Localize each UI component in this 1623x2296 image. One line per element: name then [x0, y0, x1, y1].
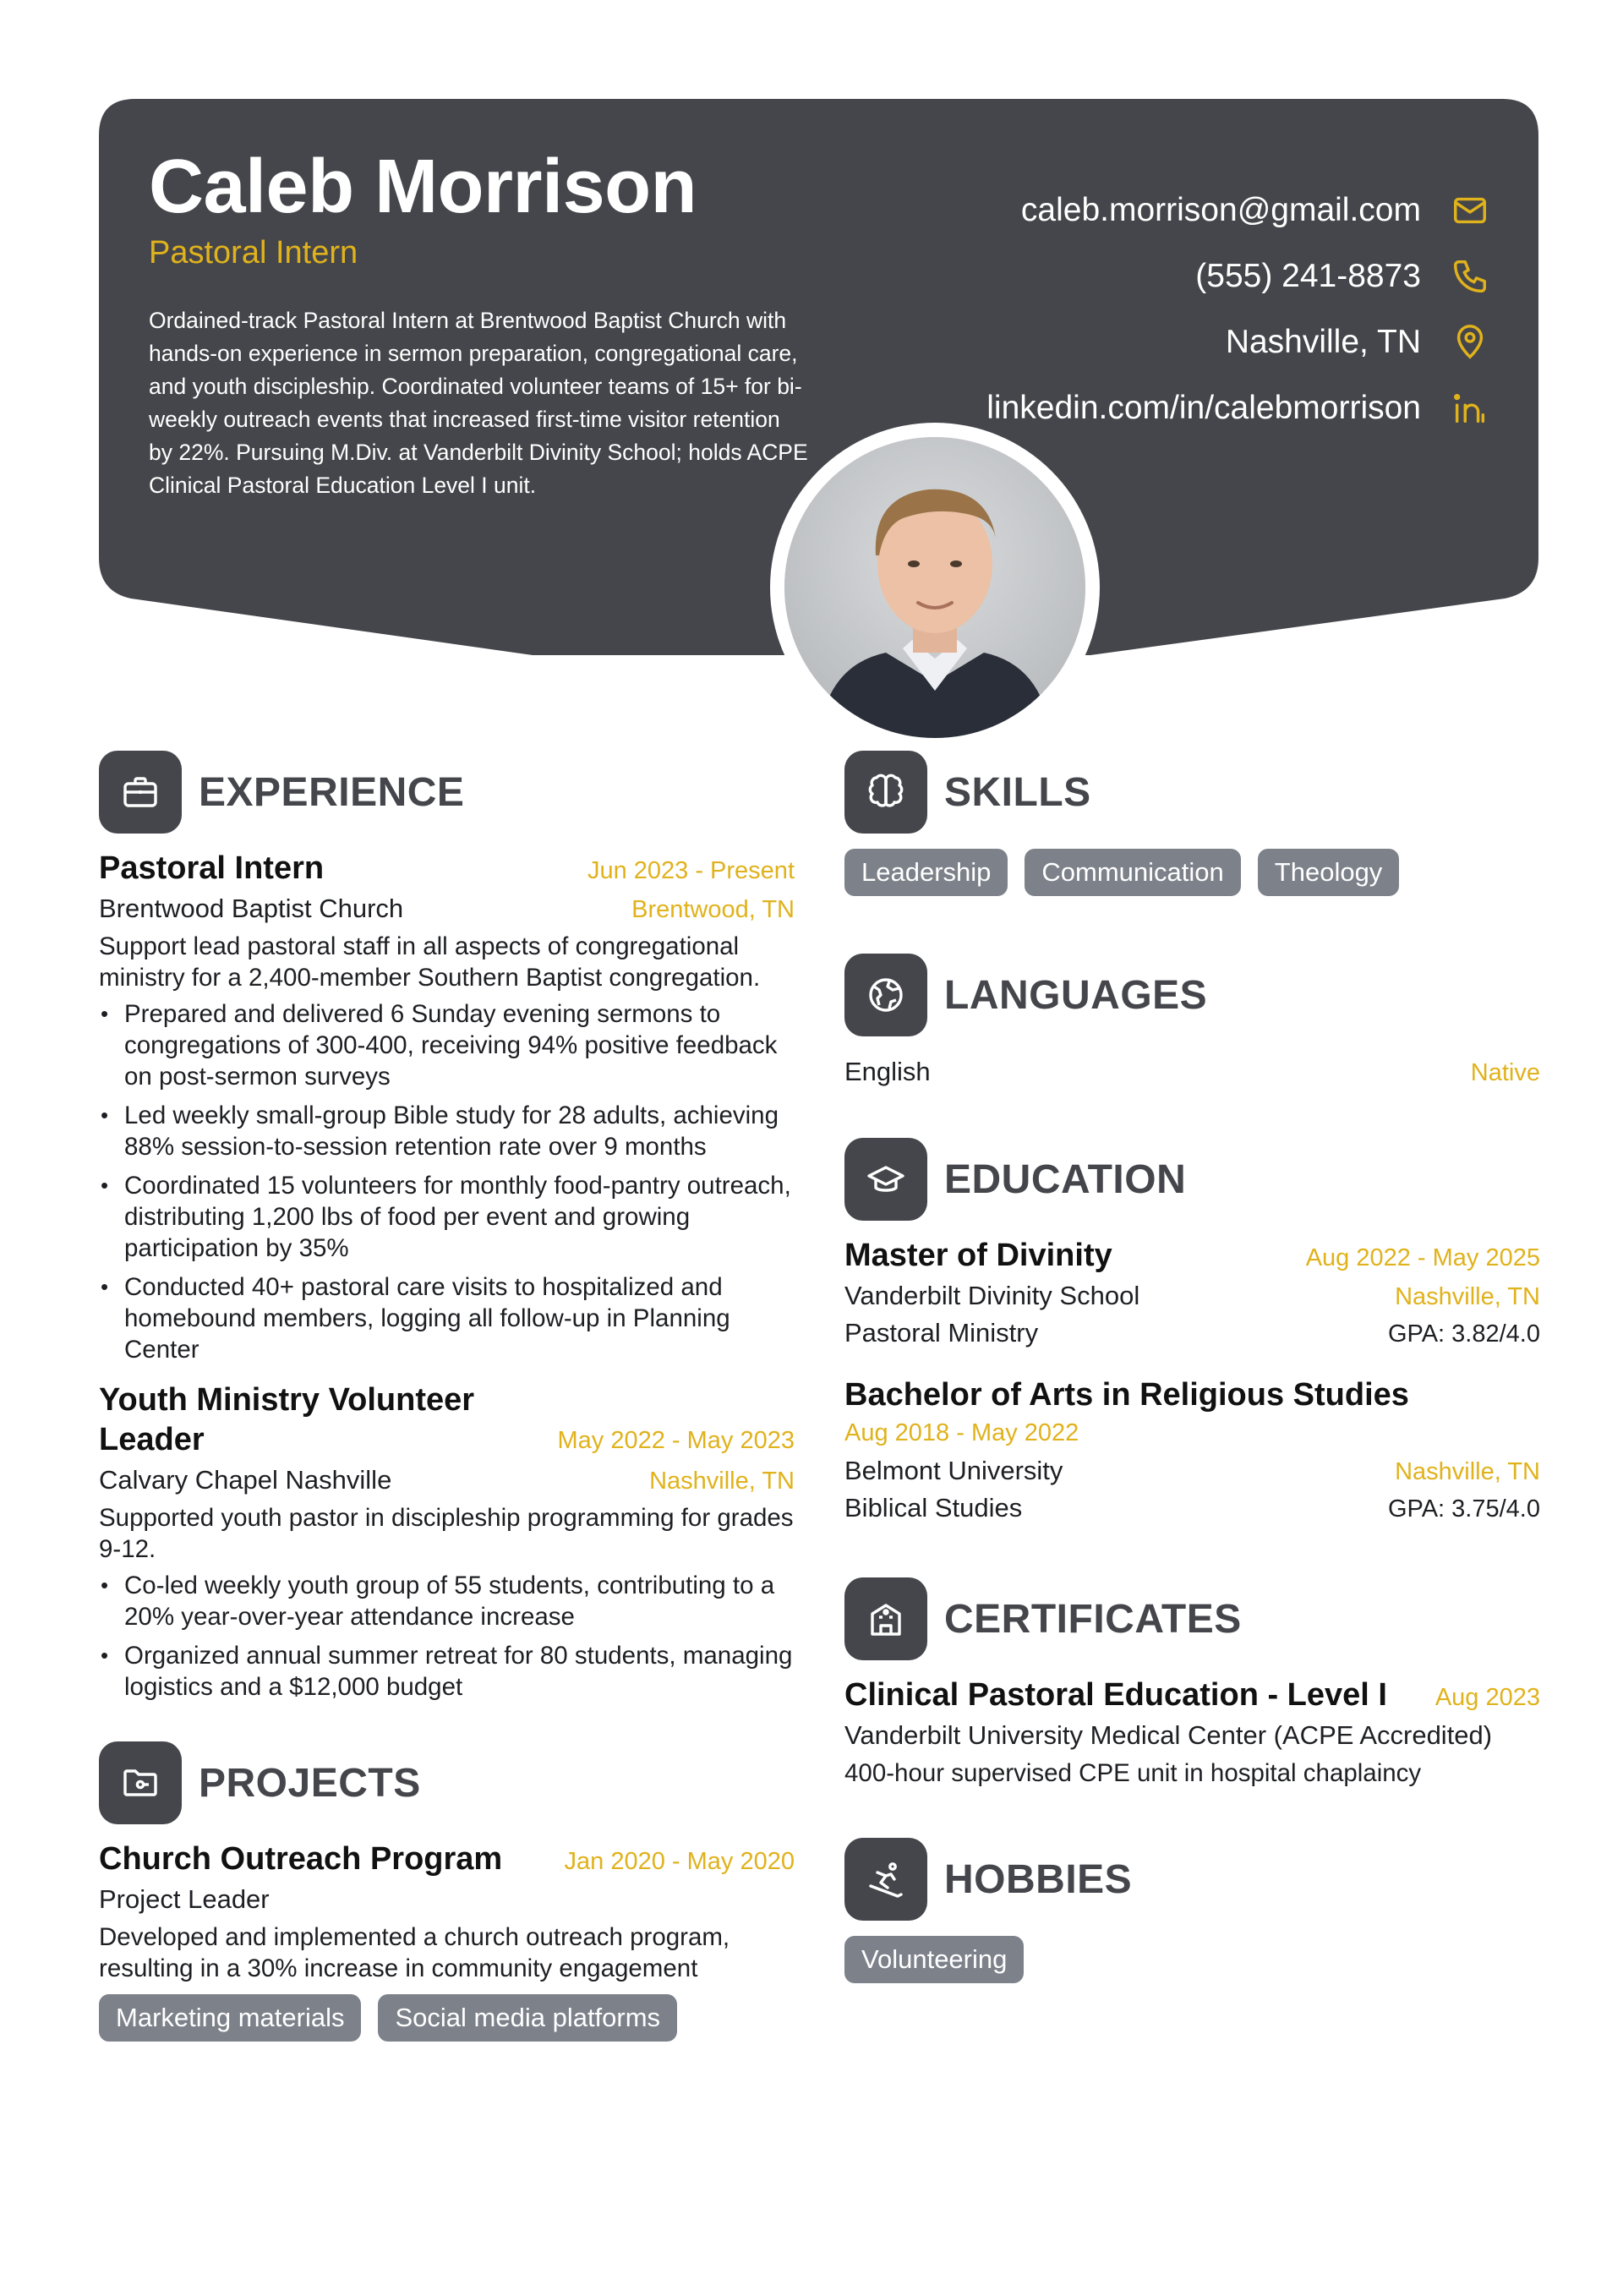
location-pin-icon	[1448, 320, 1492, 364]
project-date: Jan 2020 - May 2020	[564, 1848, 795, 1875]
bullet-item: • Prepared and delivered 6 Sunday evening sermons to congregations of 300-400, receiving 94% positive feedback on post-sermon surveys	[99, 998, 795, 1092]
language-level: Native	[1470, 1059, 1540, 1086]
bullet-item: • Led weekly small-group Bible study for 28 adults, achieving 88% session-to-session retention rate over 9 months	[99, 1100, 795, 1162]
certificates-section	[844, 1577, 1540, 1789]
language-item	[844, 1052, 1540, 1092]
job-date: May 2022 - May 2023	[557, 1427, 795, 1454]
skills-tags	[844, 849, 1540, 896]
project-tag: Marketing materials	[99, 1994, 361, 2042]
skiing-icon	[844, 1838, 927, 1921]
gpa: GPA: 3.82/4.0	[1387, 1320, 1540, 1348]
hobbies-title: HOBBIES	[944, 1856, 1133, 1902]
bullet-item: • Co-led weekly youth group of 55 students, contributing to a 20% year-over-year attendance increase	[99, 1570, 795, 1632]
phone-icon	[1448, 254, 1492, 298]
job-date: Jun 2023 - Present	[587, 857, 795, 884]
skill-tag: Theology	[1258, 849, 1400, 896]
education-date: Aug 2022 - May 2025	[1305, 1244, 1540, 1271]
contact-location	[647, 309, 1492, 375]
bullet-item: • Organized annual summer retreat for 80 students, managing logistics and a $12,000 budget	[99, 1640, 795, 1703]
briefcase-icon	[99, 751, 182, 834]
education-entry	[844, 1236, 1540, 1353]
candidate-name: Caleb Morrison	[149, 145, 697, 229]
folder-icon	[99, 1741, 182, 1824]
school-name: Belmont University	[844, 1456, 1063, 1485]
job-title: Pastoral Intern	[99, 850, 325, 886]
hobby-tags	[844, 1936, 1540, 1983]
certificate-description: 400-hour supervised CPE unit in hospital chaplaincy	[844, 1759, 1422, 1787]
bullet-item: • Conducted 40+ pastoral care visits to hospitalized and homebound members, logging all follow-up in Planning Center	[99, 1271, 795, 1365]
school-location: Nashville, TN	[1395, 1458, 1540, 1485]
school-name: Vanderbilt Divinity School	[844, 1281, 1140, 1310]
certificates-title: CERTIFICATES	[944, 1596, 1242, 1642]
avatar	[784, 437, 1085, 738]
job-bullets	[99, 998, 795, 1365]
graduation-cap-icon	[844, 1138, 927, 1221]
hobby-tag: Volunteering	[844, 1936, 1024, 1983]
job-title	[99, 1380, 474, 1460]
job-organization: Brentwood Baptist Church	[99, 894, 404, 923]
education-entry	[844, 1375, 1540, 1528]
projects-header	[99, 1741, 795, 1824]
project-role: Project Leader	[99, 1884, 270, 1914]
experience-section	[99, 751, 795, 1703]
skills-header	[844, 751, 1540, 834]
field-of-study: Pastoral Ministry	[844, 1318, 1039, 1348]
hobbies-header	[844, 1838, 1540, 1921]
languages-section	[844, 954, 1540, 1092]
projects-title: PROJECTS	[199, 1760, 421, 1806]
location-text: Nashville, TN	[1225, 324, 1421, 360]
education-header	[844, 1138, 1540, 1221]
education-date: Aug 2018 - May 2022	[844, 1419, 1079, 1446]
bullet-item: • Coordinated 15 volunteers for monthly food-pantry outreach, distributing 1,200 lbs of food per event and growing participation by 35%	[99, 1170, 795, 1264]
left-column	[99, 751, 795, 2042]
projects-section	[99, 1741, 795, 2042]
linkedin-icon	[1448, 386, 1492, 430]
education-title: EDUCATION	[944, 1156, 1187, 1202]
school-location: Nashville, TN	[1395, 1283, 1540, 1310]
job-organization: Calvary Chapel Nashville	[99, 1465, 392, 1495]
job-title-line: Youth Ministry Volunteer	[99, 1382, 475, 1418]
job-description: Support lead pastoral staff in all aspects of congregational ministry for a 2,400-member Southern Baptist congregation.	[99, 932, 761, 992]
education-section	[844, 1138, 1540, 1528]
contact-email[interactable]	[647, 178, 1492, 243]
job-entry	[99, 1380, 795, 1703]
contact-list	[647, 178, 1492, 441]
certificate-entry	[844, 1676, 1540, 1789]
profile-summary: Ordained-track Pastoral Intern at Brentwood Baptist Church with hands-on experience in sermon preparation, congregational care, and youth discipleship. Coordinated volunteer teams of 15+ for bi-weekly outreach events that increased first-time visitor retention by 22%. Pursuing M.Div. at Vanderbilt Divinity School; holds ACPE Clinical Pastoral Education Level I unit.	[149, 308, 808, 498]
job-title-line: Leader	[99, 1422, 205, 1457]
skills-section	[844, 751, 1540, 896]
languages-title: LANGUAGES	[944, 972, 1208, 1018]
job-entry	[99, 849, 795, 1365]
experience-header	[99, 751, 795, 834]
skill-tag: Communication	[1025, 849, 1240, 896]
project-description: Developed and implemented a church outreach program, resulting in a 30% increase in community engagement	[99, 1923, 730, 1982]
contact-phone[interactable]	[647, 243, 1492, 309]
languages-header	[844, 954, 1540, 1036]
certificate-date: Aug 2023	[1434, 1684, 1540, 1711]
project-tags	[99, 1994, 795, 2042]
phone-text: (555) 241-8873	[1195, 258, 1421, 294]
job-location: Nashville, TN	[649, 1468, 795, 1495]
candidate-role: Pastoral Intern	[149, 235, 358, 271]
job-description: Supported youth pastor in discipleship programming for grades 9-12.	[99, 1504, 794, 1563]
project-entry	[99, 1840, 795, 2042]
email-text: caleb.morrison@gmail.com	[1020, 192, 1421, 228]
project-title: Church Outreach Program	[99, 1841, 503, 1877]
brain-icon	[844, 751, 927, 834]
experience-title: EXPERIENCE	[199, 769, 465, 815]
field-of-study: Biblical Studies	[844, 1493, 1023, 1522]
language-name: English	[844, 1057, 931, 1086]
certificate-issuer: Vanderbilt University Medical Center (ACPE Accredited)	[844, 1720, 1493, 1750]
certificates-header	[844, 1577, 1540, 1660]
globe-icon	[844, 954, 927, 1036]
hobbies-section	[844, 1838, 1540, 1983]
skills-title: SKILLS	[944, 769, 1091, 815]
certificate-name: Clinical Pastoral Education - Level I	[844, 1677, 1387, 1713]
gpa: GPA: 3.75/4.0	[1387, 1495, 1540, 1522]
skill-tag: Leadership	[844, 849, 1008, 896]
job-bullets	[99, 1570, 795, 1703]
mail-icon	[1448, 189, 1492, 232]
degree-title: Master of Divinity	[844, 1238, 1112, 1273]
job-location: Brentwood, TN	[631, 896, 795, 923]
linkedin-text: linkedin.com/in/calebmorrison	[986, 390, 1421, 426]
project-tag: Social media platforms	[378, 1994, 677, 2042]
degree-title: Bachelor of Arts in Religious Studies	[844, 1377, 1409, 1413]
building-icon	[844, 1577, 927, 1660]
contact-linkedin[interactable]	[647, 375, 1492, 441]
right-column	[844, 751, 1540, 1983]
